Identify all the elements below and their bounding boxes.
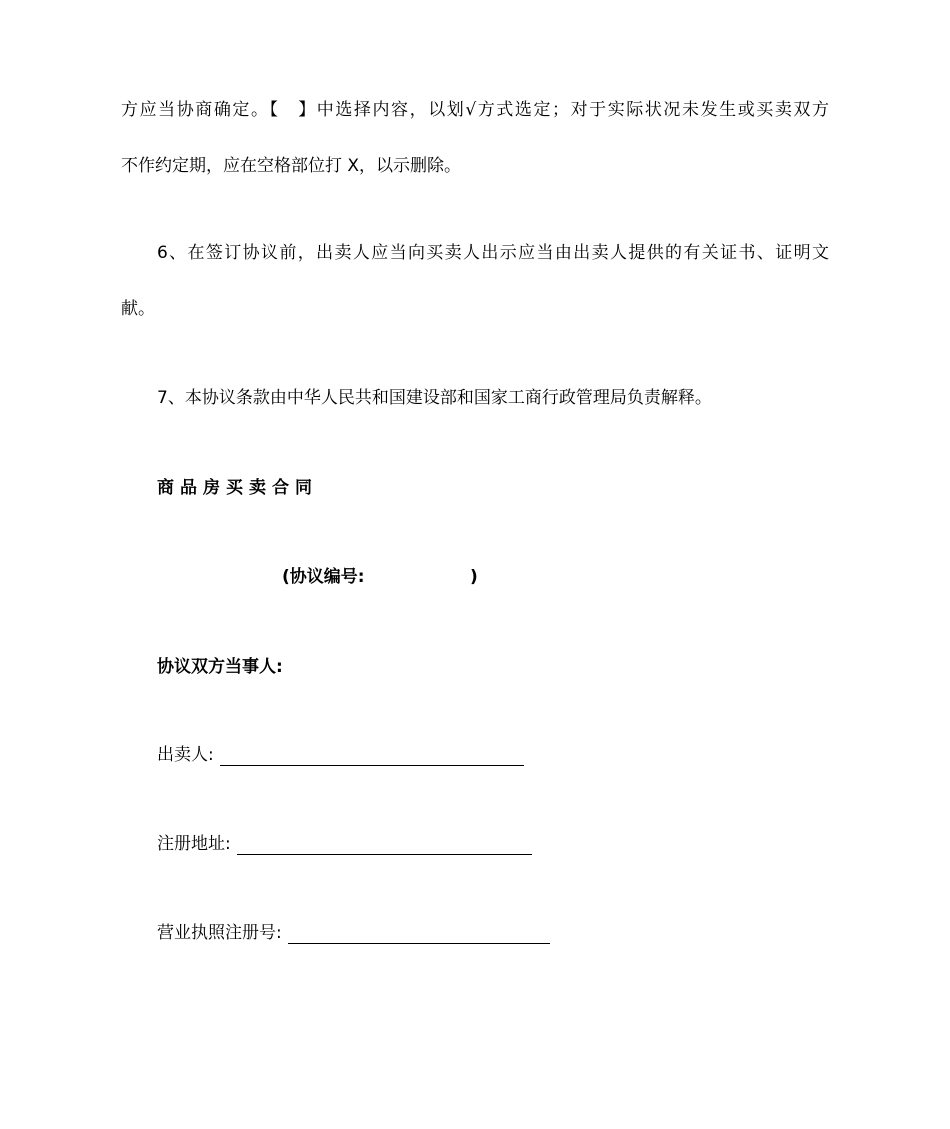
seller-input-line[interactable] — [220, 747, 524, 766]
address-field — [157, 833, 532, 855]
address-label: 注册地址: — [157, 834, 231, 854]
license-input-line[interactable] — [288, 925, 550, 944]
license-label: 营业执照注册号: — [157, 923, 282, 943]
seller-label: 出卖人: — [157, 745, 214, 765]
paragraph-7: 7、本协议条款由中华人民共和国建设部和国家工商行政管理局负责解释。 — [157, 388, 712, 408]
paragraph-6-line-1: 6、在签订协议前，出卖人应当向买卖人出示应当由出卖人提供的有关证书、证明文 — [157, 243, 829, 263]
license-field — [157, 922, 550, 944]
contract-number-close: ) — [470, 567, 478, 587]
contract-number-label: (协议编号: — [282, 567, 365, 587]
paragraph-6-line-2: 献。 — [121, 299, 155, 319]
parties-heading: 协议双方当事人: — [157, 657, 283, 677]
seller-field — [157, 744, 524, 766]
paragraph-5-line-1: 方应当协商确定。【 】中选择内容，以划√方式选定；对于实际状况未发生或买卖双方 — [121, 100, 829, 120]
address-input-line[interactable] — [237, 836, 532, 855]
contract-title: 商品房买卖合同 — [157, 478, 318, 498]
paragraph-5-line-2: 不作约定期，应在空格部位打 X，以示删除。 — [121, 156, 462, 176]
